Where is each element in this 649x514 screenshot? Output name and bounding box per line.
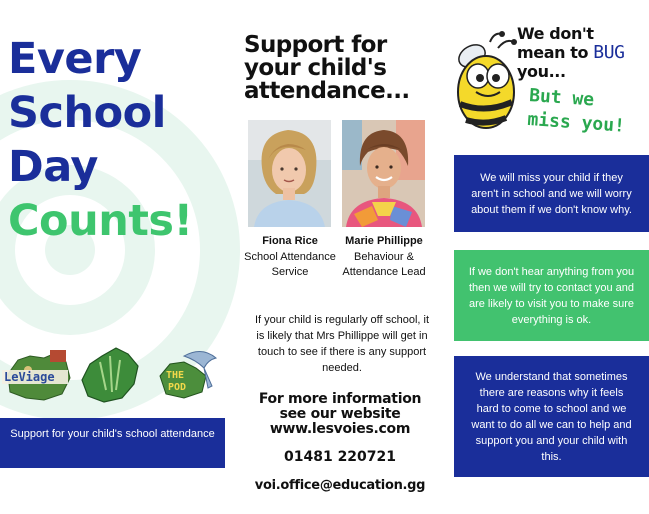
bug-message <box>517 24 647 81</box>
bug-word: BUG <box>593 42 625 63</box>
fiona-rice-photo <box>248 120 331 227</box>
support-heading: Support for your child's attendance... <box>244 32 410 104</box>
bug-line1: We don't <box>517 24 594 43</box>
title-line-every: Every <box>8 34 142 84</box>
le-viage-logo-text: LeViage <box>4 370 55 384</box>
marie-phillippe-photo <box>342 120 425 227</box>
the-pod-logo-word1: THE <box>166 370 185 381</box>
page-title <box>8 32 193 248</box>
more-info-line2: see our website <box>279 406 401 422</box>
bug-line2: mean to <box>517 43 589 62</box>
the-pod-logo-word2: POD <box>168 382 187 393</box>
miss-line1: But we <box>528 84 595 111</box>
support-footer-box: Support for your child's school attendance <box>0 418 225 468</box>
more-info-line1: For more information <box>258 391 422 407</box>
info-box-support: We understand that sometimes there are reasons why it feels hard to come to school and we want to do all we can to help and support you and your child with this. <box>454 356 649 477</box>
person-name: Fiona Rice <box>262 235 318 247</box>
person-name: Marie Phillippe <box>345 235 423 247</box>
title-line-counts: Counts! <box>8 196 193 246</box>
title-line-day: Day <box>8 142 98 192</box>
person-role: School Attendance Service <box>244 250 336 278</box>
le-viage-logo <box>0 348 72 402</box>
email-address[interactable]: voi.office@education.gg <box>254 478 426 493</box>
person-fiona-rice <box>240 234 340 281</box>
logo-strip <box>0 344 230 404</box>
person-marie-phillippe <box>334 234 434 281</box>
phone-number[interactable]: 01481 220721 <box>283 449 397 465</box>
more-info-block <box>240 392 440 437</box>
info-box-worry: We will miss your child if they aren't in school and we will worry about them if we don't know why. <box>454 155 649 232</box>
bug-line2-wrap <box>517 43 647 62</box>
person-role: Behaviour & Attendance Lead <box>342 250 426 278</box>
contact-paragraph: If your child is regularly off school, it is likely that Mrs Phillippe will get in touch to see if there is any support needed. <box>254 314 430 374</box>
bee-illustration <box>450 30 522 134</box>
the-pod-logo <box>150 346 222 402</box>
miss-line2: miss you! <box>526 108 626 137</box>
green-island-logo <box>76 344 142 404</box>
website-link[interactable]: www.lesvoies.com <box>269 421 411 437</box>
miss-you-message <box>527 84 640 140</box>
info-box-contact: If we don't hear anything from you then we will try to contact you and are likely to visit you to make sure everything is ok. <box>454 250 649 341</box>
bug-line3: you... <box>517 62 566 81</box>
title-line-school: School <box>8 88 166 138</box>
